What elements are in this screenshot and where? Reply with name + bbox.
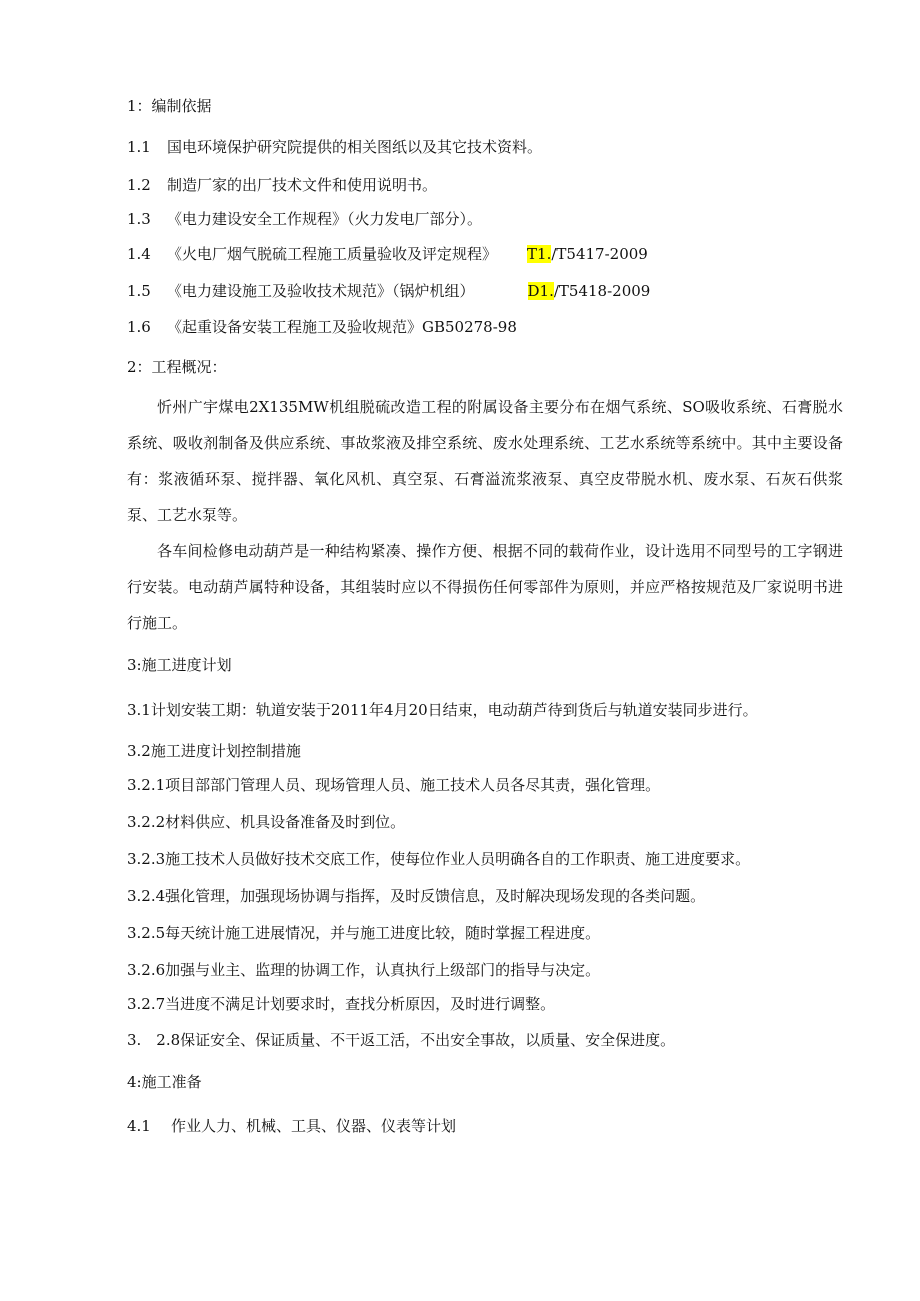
list-item bbox=[127, 137, 542, 157]
item-text: 作业人力、机械、工具、仪器、仪表等计划 bbox=[171, 1117, 457, 1135]
item-number: 4.1 bbox=[127, 1117, 151, 1135]
item-text: 《电力建设施工及验收技术规范》（锅炉机组） bbox=[167, 282, 475, 300]
subsection-heading: 3.2施工进度计划控制措施 bbox=[127, 742, 301, 760]
item-number: 1.4 bbox=[127, 245, 151, 263]
list-item: 3.2.5每天统计施工进展情况，并与施工进度比较，随时掌握工程进度。 bbox=[127, 924, 601, 942]
item-number: 1.5 bbox=[127, 282, 151, 300]
list-item: 3.2.1项目部部门管理人员、现场管理人员、施工技术人员各尽其责，强化管理。 bbox=[127, 776, 661, 794]
item-text: 国电环境保护研究院提供的相关图纸以及其它技术资料。 bbox=[167, 138, 543, 156]
section-3-heading: 3:施工进度计划 bbox=[127, 656, 232, 674]
standard-code: /T5418-2009 bbox=[553, 282, 651, 300]
standard-code-prefix: T1. bbox=[527, 245, 552, 263]
standard-code: /T5417-2009 bbox=[551, 245, 648, 263]
list-item bbox=[127, 244, 648, 264]
list-item bbox=[127, 209, 482, 229]
item-text: 《起重设备安装工程施工及验收规范》GB50278-98 bbox=[167, 318, 517, 336]
list-item: 3.2.2材料供应、机具设备准备及时到位。 bbox=[127, 813, 406, 831]
item-text: 《电力建设安全工作规程》（火力发电厂部分）。 bbox=[167, 210, 483, 228]
list-item: 3.2.6加强与业主、监理的协调工作，认真执行上级部门的指导与决定。 bbox=[127, 961, 601, 979]
item-number: 1.1 bbox=[127, 138, 151, 156]
standard-code-prefix: D1. bbox=[527, 282, 554, 300]
item-text: 制造厂家的出厂技术文件和使用说明书。 bbox=[167, 176, 438, 194]
item-number: 1.2 bbox=[127, 176, 151, 194]
section-2-heading: 2：工程概况： bbox=[127, 358, 227, 376]
section-1-heading: 1：编制依据 bbox=[127, 97, 212, 115]
schedule-line: 3.1计划安装工期：轨道安装于2011年4月20日结束，电动葫芦待到货后与轨道安装同步进行。 bbox=[127, 701, 758, 719]
list-item bbox=[127, 317, 517, 337]
list-item: 3.2.4强化管理，加强现场协调与指挥，及时反馈信息，及时解决现场发现的各类问题。 bbox=[127, 887, 706, 905]
list-item: 3.2.3施工技术人员做好技术交底工作，使每位作业人员明确各自的工作职责、施工进度要求。 bbox=[127, 850, 751, 868]
section-4-heading: 4:施工准备 bbox=[127, 1073, 202, 1091]
overview-paragraph-1: 忻州广宇煤电2X135MW机组脱硫改造工程的附属设备主要分布在烟气系统、SO吸收系统、石膏脱水系统、吸收剂制备及供应系统、事故浆液及排空系统、废水处理系统、工艺水系统等系统中。其中主要设备有：浆液循环泵、搅拌器、氧化风机、真空泵、石膏溢流浆液泵、真空皮带脱水机、废水泵、石灰石供浆泵、工艺水泵等。 bbox=[127, 398, 843, 524]
list-item bbox=[127, 281, 650, 301]
item-text: 《火电厂烟气脱硫工程施工质量验收及评定规程》 bbox=[167, 245, 498, 263]
item-number: 1.6 bbox=[127, 318, 151, 336]
list-item: 3. 2.8保证安全、保证质量、不干返工活，不出安全事故，以质量、安全保进度。 bbox=[127, 1031, 676, 1049]
overview-paragraph-2: 各车间检修电动葫芦是一种结构紧凑、操作方便、根据不同的载荷作业，设计选用不同型号的工字钢进行安装。电动葫芦属特种设备，其组装时应以不得损伤任何零部件为原则，并应严格按规范及厂家说明书进行施工。 bbox=[127, 542, 843, 632]
list-item bbox=[127, 175, 437, 195]
list-item: 3.2.7当进度不满足计划要求时，查找分析原因，及时进行调整。 bbox=[127, 995, 556, 1013]
list-item bbox=[127, 1116, 456, 1136]
item-number: 1.3 bbox=[127, 210, 151, 228]
